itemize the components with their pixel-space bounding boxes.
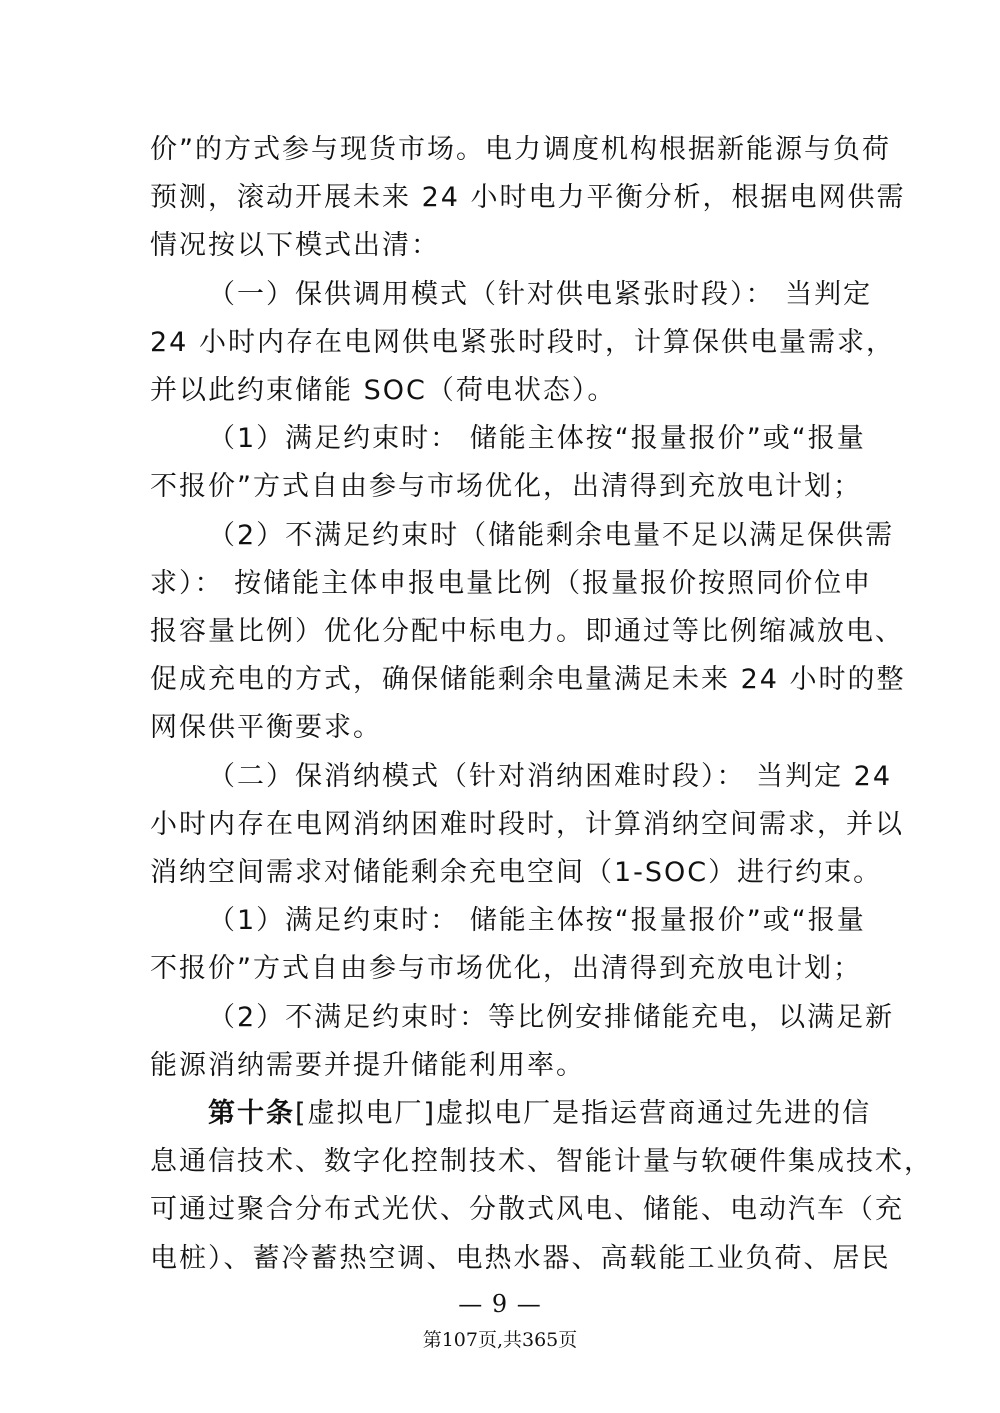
text-line: 报容量比例）优化分配中标电力。即通过等比例缩减放电、	[150, 616, 904, 648]
paragraph-absorption-mode	[150, 753, 904, 898]
paragraph-market-clearing	[150, 126, 906, 271]
text-line: 电桩）、蓄冷蓄热空调、电热水器、高载能工业负荷、居民	[150, 1242, 891, 1274]
paragraph-article-ten	[150, 1090, 933, 1283]
text-line: （1）满足约束时： 储能主体按“报量报价”或“报量	[208, 905, 866, 937]
text-line: 息通信技术、数字化控制技术、智能计量与软硬件集成技术，	[150, 1146, 933, 1178]
text-line: 价”的方式参与现货市场。电力调度机构根据新能源与负荷	[150, 134, 891, 165]
text-line: 预测，滚动开展未来 24 小时电力平衡分析，根据电网供需	[150, 182, 906, 214]
text-line: 小时内存在电网消纳困难时段时，计算消纳空间需求，并以	[150, 808, 904, 840]
page-counter: 第107页,共365页	[422, 1329, 578, 1351]
text-line: 不报价”方式自由参与市场优化，出清得到充放电计划；	[150, 471, 862, 503]
paragraph-absorption-constraint-met	[150, 897, 866, 993]
page-number: — 9 —	[458, 1290, 542, 1318]
article-text: [虚拟电厂]虚拟电厂是指运营商通过先进的信	[295, 1098, 872, 1130]
text-line: （1）满足约束时： 储能主体按“报量报价”或“报量	[208, 423, 866, 455]
text-line: 并以此约束储能 SOC（荷电状态）。	[150, 375, 617, 407]
text-line: （一）保供调用模式（针对供电紧张时段）： 当判定	[208, 278, 873, 310]
text-line: （2）不满足约束时（储能剩余电量不足以满足保供需	[208, 519, 895, 551]
paragraph-supply-mode	[150, 271, 895, 416]
text-line: 24 小时内存在电网供电紧张时段时，计算保供电量需求，	[150, 326, 895, 358]
text-line: 不报价”方式自由参与市场优化，出清得到充放电计划；	[150, 953, 862, 985]
text-line: 消纳空间需求对储能剩余充电空间（1-SOC）进行约束。	[150, 857, 883, 889]
text-line: 能源消纳需要并提升储能利用率。	[150, 1049, 585, 1081]
paragraph-absorption-constraint-unmet	[150, 994, 895, 1090]
text-line: 情况按以下模式出清：	[150, 230, 440, 262]
paragraph-supply-constraint-unmet	[150, 512, 906, 753]
paragraph-supply-constraint-met	[150, 415, 866, 511]
text-line: 网保供平衡要求。	[150, 712, 382, 744]
text-line	[150, 1090, 872, 1138]
text-line: （2）不满足约束时：等比例安排储能充电，以满足新	[208, 1001, 895, 1033]
text-line: 求）： 按储能主体申报电量比例（报量报价按照同价位申	[150, 567, 873, 599]
document-body	[150, 126, 933, 1283]
text-line: 促成充电的方式，确保储能剩余电量满足未来 24 小时的整	[150, 664, 906, 696]
text-line: （二）保消纳模式（针对消纳困难时段）： 当判定 24	[208, 760, 893, 792]
text-line: 可通过聚合分布式光伏、分散式风电、储能、电动汽车（充	[150, 1194, 904, 1226]
article-heading: 第十条	[208, 1098, 295, 1130]
